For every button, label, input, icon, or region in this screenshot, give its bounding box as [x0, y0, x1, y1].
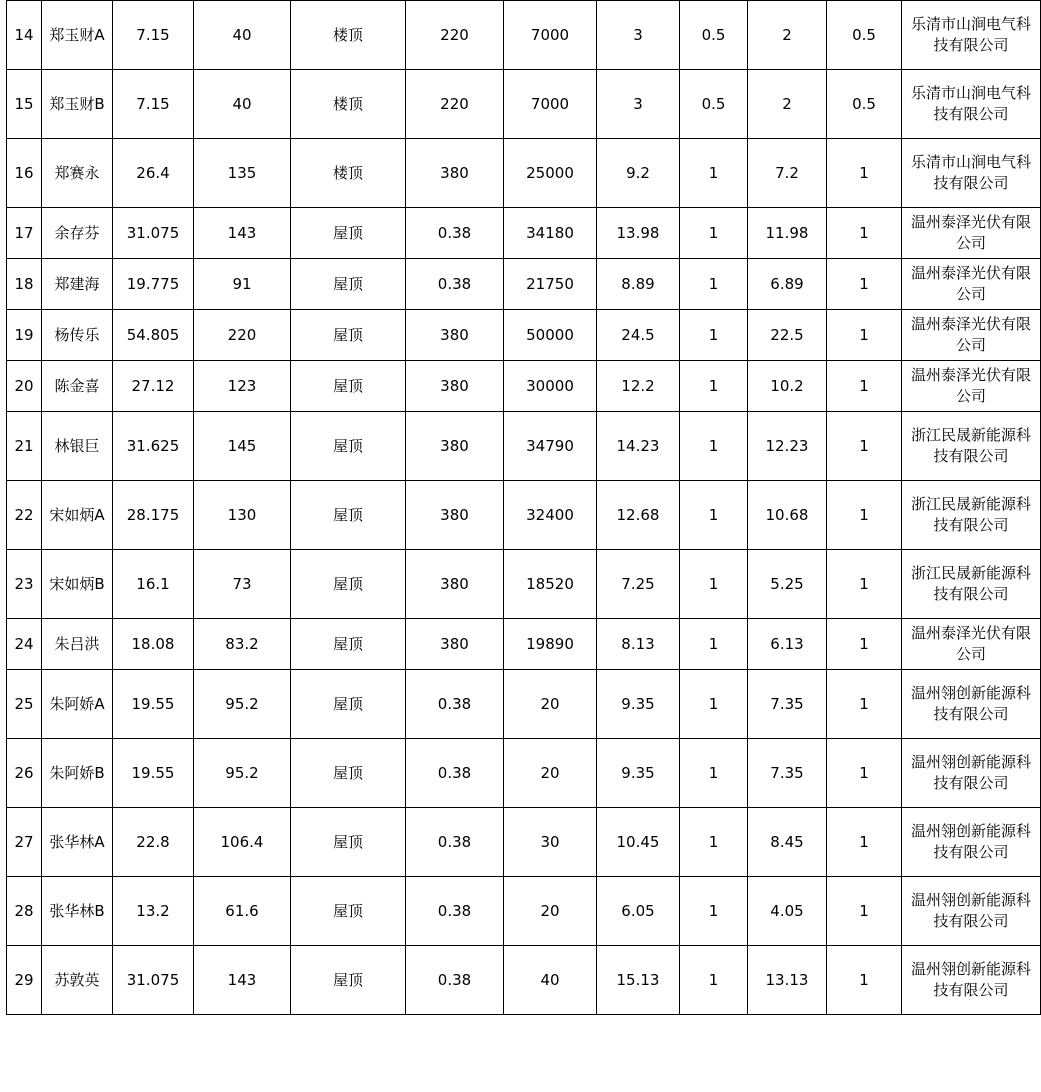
- value-cell-3: 0.38: [406, 739, 504, 808]
- company-cell: 浙江民晟新能源科技有限公司: [902, 550, 1041, 619]
- location-cell: 屋顶: [291, 208, 406, 259]
- company-cell: 浙江民晟新能源科技有限公司: [902, 481, 1041, 550]
- value-cell-3: 380: [406, 481, 504, 550]
- value-cell-7: 6.13: [748, 619, 827, 670]
- value-cell-7: 7.35: [748, 670, 827, 739]
- value-cell-4: 30000: [504, 361, 597, 412]
- row-number-cell: 18: [7, 259, 42, 310]
- row-number-cell: 16: [7, 139, 42, 208]
- value-cell-2: 73: [194, 550, 291, 619]
- value-cell-6: 1: [680, 670, 748, 739]
- value-cell-4: 40: [504, 946, 597, 1015]
- value-cell-8: 1: [827, 808, 902, 877]
- location-cell: 屋顶: [291, 550, 406, 619]
- location-cell: 屋顶: [291, 619, 406, 670]
- company-cell: 温州翎创新能源科技有限公司: [902, 946, 1041, 1015]
- company-cell: 温州泰泽光伏有限公司: [902, 361, 1041, 412]
- name-cell: 张华林B: [42, 877, 113, 946]
- company-cell: 浙江民晟新能源科技有限公司: [902, 412, 1041, 481]
- row-number-cell: 25: [7, 670, 42, 739]
- value-cell-1: 31.075: [113, 946, 194, 1015]
- value-cell-6: 1: [680, 361, 748, 412]
- value-cell-1: 31.625: [113, 412, 194, 481]
- value-cell-2: 143: [194, 208, 291, 259]
- value-cell-4: 20: [504, 877, 597, 946]
- value-cell-4: 19890: [504, 619, 597, 670]
- value-cell-1: 27.12: [113, 361, 194, 412]
- value-cell-8: 1: [827, 481, 902, 550]
- table-row: [7, 877, 1041, 946]
- value-cell-5: 24.5: [597, 310, 680, 361]
- table-row: [7, 670, 1041, 739]
- value-cell-7: 2: [748, 70, 827, 139]
- value-cell-3: 0.38: [406, 877, 504, 946]
- table-row: [7, 208, 1041, 259]
- company-cell: 温州翎创新能源科技有限公司: [902, 877, 1041, 946]
- table-row: [7, 619, 1041, 670]
- table-row: [7, 310, 1041, 361]
- location-cell: 屋顶: [291, 310, 406, 361]
- value-cell-5: 8.13: [597, 619, 680, 670]
- name-cell: 宋如炳A: [42, 481, 113, 550]
- value-cell-2: 91: [194, 259, 291, 310]
- value-cell-2: 123: [194, 361, 291, 412]
- value-cell-1: 16.1: [113, 550, 194, 619]
- value-cell-3: 380: [406, 550, 504, 619]
- value-cell-5: 9.35: [597, 670, 680, 739]
- row-number-cell: 23: [7, 550, 42, 619]
- value-cell-5: 15.13: [597, 946, 680, 1015]
- value-cell-3: 0.38: [406, 670, 504, 739]
- value-cell-8: 1: [827, 619, 902, 670]
- table-row: [7, 481, 1041, 550]
- value-cell-7: 5.25: [748, 550, 827, 619]
- company-cell: 温州泰泽光伏有限公司: [902, 619, 1041, 670]
- name-cell: 朱阿娇B: [42, 739, 113, 808]
- value-cell-6: 1: [680, 259, 748, 310]
- row-number-cell: 14: [7, 1, 42, 70]
- value-cell-1: 28.175: [113, 481, 194, 550]
- value-cell-8: 1: [827, 259, 902, 310]
- table-row: [7, 808, 1041, 877]
- company-cell: 温州翎创新能源科技有限公司: [902, 808, 1041, 877]
- value-cell-5: 10.45: [597, 808, 680, 877]
- value-cell-2: 40: [194, 1, 291, 70]
- table-row: [7, 1, 1041, 70]
- value-cell-7: 12.23: [748, 412, 827, 481]
- value-cell-2: 145: [194, 412, 291, 481]
- value-cell-7: 11.98: [748, 208, 827, 259]
- value-cell-3: 380: [406, 139, 504, 208]
- location-cell: 屋顶: [291, 361, 406, 412]
- name-cell: 郑玉财B: [42, 70, 113, 139]
- company-cell: 乐清市山涧电气科技有限公司: [902, 70, 1041, 139]
- company-cell: 乐清市山涧电气科技有限公司: [902, 139, 1041, 208]
- value-cell-3: 380: [406, 412, 504, 481]
- value-cell-2: 40: [194, 70, 291, 139]
- row-number-cell: 24: [7, 619, 42, 670]
- value-cell-7: 13.13: [748, 946, 827, 1015]
- value-cell-1: 19.55: [113, 670, 194, 739]
- name-cell: 朱阿娇A: [42, 670, 113, 739]
- table-row: [7, 361, 1041, 412]
- value-cell-7: 8.45: [748, 808, 827, 877]
- location-cell: 屋顶: [291, 670, 406, 739]
- name-cell: 余存芬: [42, 208, 113, 259]
- value-cell-1: 26.4: [113, 139, 194, 208]
- row-number-cell: 17: [7, 208, 42, 259]
- value-cell-8: 1: [827, 139, 902, 208]
- value-cell-3: 380: [406, 619, 504, 670]
- value-cell-1: 13.2: [113, 877, 194, 946]
- value-cell-1: 7.15: [113, 1, 194, 70]
- value-cell-5: 13.98: [597, 208, 680, 259]
- table-row: [7, 739, 1041, 808]
- table-row: [7, 550, 1041, 619]
- row-number-cell: 15: [7, 70, 42, 139]
- company-cell: 温州翎创新能源科技有限公司: [902, 739, 1041, 808]
- value-cell-5: 14.23: [597, 412, 680, 481]
- value-cell-7: 10.2: [748, 361, 827, 412]
- value-cell-6: 1: [680, 208, 748, 259]
- row-number-cell: 21: [7, 412, 42, 481]
- value-cell-8: 1: [827, 208, 902, 259]
- value-cell-6: 1: [680, 481, 748, 550]
- row-number-cell: 28: [7, 877, 42, 946]
- row-number-cell: 26: [7, 739, 42, 808]
- value-cell-4: 34790: [504, 412, 597, 481]
- value-cell-4: 20: [504, 739, 597, 808]
- value-cell-3: 380: [406, 361, 504, 412]
- value-cell-5: 3: [597, 1, 680, 70]
- name-cell: 郑赛永: [42, 139, 113, 208]
- row-number-cell: 22: [7, 481, 42, 550]
- name-cell: 林银巨: [42, 412, 113, 481]
- value-cell-8: 1: [827, 877, 902, 946]
- name-cell: 张华林A: [42, 808, 113, 877]
- value-cell-3: 380: [406, 310, 504, 361]
- location-cell: 屋顶: [291, 808, 406, 877]
- value-cell-6: 1: [680, 739, 748, 808]
- value-cell-4: 25000: [504, 139, 597, 208]
- value-cell-6: 1: [680, 946, 748, 1015]
- name-cell: 朱吕洪: [42, 619, 113, 670]
- value-cell-3: 220: [406, 70, 504, 139]
- value-cell-3: 0.38: [406, 259, 504, 310]
- value-cell-5: 3: [597, 70, 680, 139]
- value-cell-2: 143: [194, 946, 291, 1015]
- value-cell-2: 220: [194, 310, 291, 361]
- company-cell: 温州泰泽光伏有限公司: [902, 208, 1041, 259]
- value-cell-6: 1: [680, 877, 748, 946]
- location-cell: 屋顶: [291, 739, 406, 808]
- location-cell: 屋顶: [291, 259, 406, 310]
- value-cell-6: 1: [680, 412, 748, 481]
- company-cell: 温州翎创新能源科技有限公司: [902, 670, 1041, 739]
- table-row: [7, 139, 1041, 208]
- value-cell-1: 19.775: [113, 259, 194, 310]
- value-cell-4: 7000: [504, 1, 597, 70]
- value-cell-8: 1: [827, 412, 902, 481]
- value-cell-2: 61.6: [194, 877, 291, 946]
- name-cell: 宋如炳B: [42, 550, 113, 619]
- value-cell-4: 50000: [504, 310, 597, 361]
- location-cell: 楼顶: [291, 1, 406, 70]
- name-cell: 苏敦英: [42, 946, 113, 1015]
- value-cell-4: 32400: [504, 481, 597, 550]
- company-cell: 温州泰泽光伏有限公司: [902, 259, 1041, 310]
- value-cell-2: 130: [194, 481, 291, 550]
- value-cell-6: 1: [680, 139, 748, 208]
- value-cell-8: 1: [827, 550, 902, 619]
- value-cell-5: 6.05: [597, 877, 680, 946]
- value-cell-2: 106.4: [194, 808, 291, 877]
- location-cell: 楼顶: [291, 139, 406, 208]
- value-cell-6: 1: [680, 619, 748, 670]
- value-cell-7: 7.35: [748, 739, 827, 808]
- value-cell-4: 18520: [504, 550, 597, 619]
- value-cell-8: 0.5: [827, 70, 902, 139]
- row-number-cell: 19: [7, 310, 42, 361]
- value-cell-8: 1: [827, 361, 902, 412]
- value-cell-5: 12.2: [597, 361, 680, 412]
- value-cell-3: 0.38: [406, 808, 504, 877]
- table-row: [7, 259, 1041, 310]
- value-cell-5: 9.35: [597, 739, 680, 808]
- value-cell-4: 21750: [504, 259, 597, 310]
- value-cell-3: 0.38: [406, 208, 504, 259]
- table-body: [7, 1, 1041, 1015]
- location-cell: 屋顶: [291, 877, 406, 946]
- value-cell-1: 54.805: [113, 310, 194, 361]
- company-cell: 温州泰泽光伏有限公司: [902, 310, 1041, 361]
- value-cell-5: 7.25: [597, 550, 680, 619]
- value-cell-4: 34180: [504, 208, 597, 259]
- row-number-cell: 27: [7, 808, 42, 877]
- value-cell-2: 95.2: [194, 670, 291, 739]
- value-cell-7: 6.89: [748, 259, 827, 310]
- value-cell-8: 1: [827, 739, 902, 808]
- value-cell-7: 22.5: [748, 310, 827, 361]
- name-cell: 郑建海: [42, 259, 113, 310]
- value-cell-8: 1: [827, 310, 902, 361]
- value-cell-2: 95.2: [194, 739, 291, 808]
- value-cell-7: 7.2: [748, 139, 827, 208]
- location-cell: 楼顶: [291, 70, 406, 139]
- value-cell-3: 220: [406, 1, 504, 70]
- name-cell: 陈金喜: [42, 361, 113, 412]
- data-table: [6, 0, 1041, 1015]
- row-number-cell: 29: [7, 946, 42, 1015]
- name-cell: 杨传乐: [42, 310, 113, 361]
- table-row: [7, 946, 1041, 1015]
- value-cell-3: 0.38: [406, 946, 504, 1015]
- value-cell-7: 2: [748, 1, 827, 70]
- location-cell: 屋顶: [291, 412, 406, 481]
- company-cell: 乐清市山涧电气科技有限公司: [902, 1, 1041, 70]
- value-cell-2: 135: [194, 139, 291, 208]
- value-cell-8: 1: [827, 946, 902, 1015]
- value-cell-8: 1: [827, 670, 902, 739]
- table-row: [7, 70, 1041, 139]
- name-cell: 郑玉财A: [42, 1, 113, 70]
- value-cell-5: 9.2: [597, 139, 680, 208]
- value-cell-1: 19.55: [113, 739, 194, 808]
- value-cell-4: 30: [504, 808, 597, 877]
- row-number-cell: 20: [7, 361, 42, 412]
- value-cell-1: 7.15: [113, 70, 194, 139]
- value-cell-4: 7000: [504, 70, 597, 139]
- value-cell-6: 1: [680, 310, 748, 361]
- value-cell-7: 10.68: [748, 481, 827, 550]
- value-cell-1: 18.08: [113, 619, 194, 670]
- location-cell: 屋顶: [291, 946, 406, 1015]
- value-cell-1: 22.8: [113, 808, 194, 877]
- value-cell-6: 0.5: [680, 1, 748, 70]
- value-cell-8: 0.5: [827, 1, 902, 70]
- value-cell-2: 83.2: [194, 619, 291, 670]
- table-row: [7, 412, 1041, 481]
- value-cell-6: 1: [680, 550, 748, 619]
- value-cell-5: 8.89: [597, 259, 680, 310]
- value-cell-1: 31.075: [113, 208, 194, 259]
- value-cell-4: 20: [504, 670, 597, 739]
- value-cell-7: 4.05: [748, 877, 827, 946]
- value-cell-5: 12.68: [597, 481, 680, 550]
- location-cell: 屋顶: [291, 481, 406, 550]
- value-cell-6: 0.5: [680, 70, 748, 139]
- value-cell-6: 1: [680, 808, 748, 877]
